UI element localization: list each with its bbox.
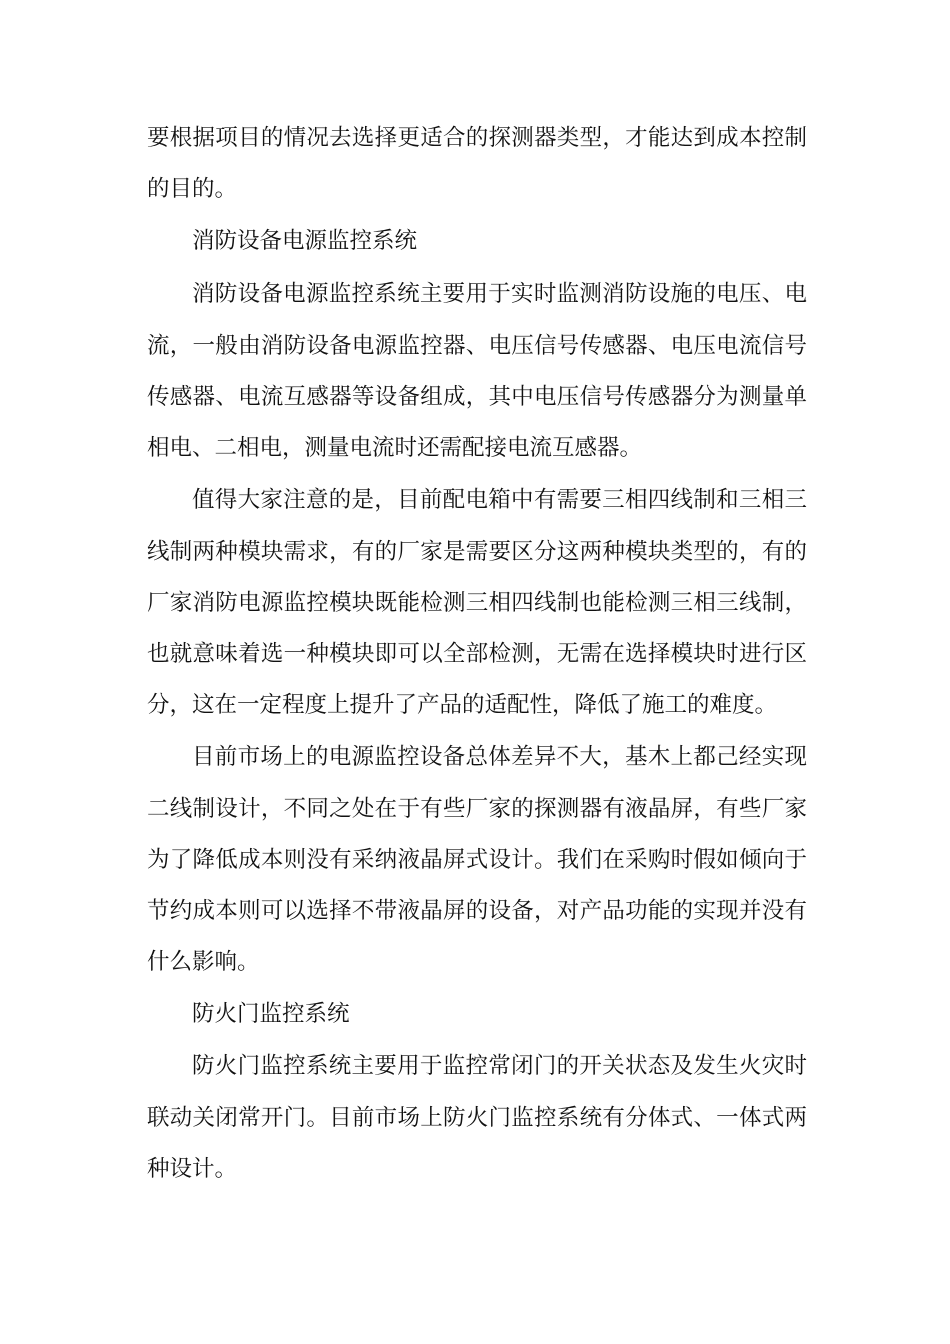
- paragraph-line: 线制两种模块需求，有的厂家是需要区分这两种模块类型的，有的: [147, 539, 807, 565]
- paragraph-line: 厂家消防电源监控模块既能检测三相四线制也能检测三相三线制，: [147, 590, 807, 616]
- paragraph-line: 种设计。: [147, 1156, 238, 1182]
- paragraph-line: 节约成本则可以选择不带液晶屏的设备，对产品功能的实现并没有: [147, 898, 807, 924]
- paragraph-line: 值得大家注意的是，目前配电箱中有需要三相四线制和三相三: [192, 487, 807, 513]
- paragraph-line: 相电、二相电，测量电流时还需配接电流互感器。: [147, 435, 643, 461]
- paragraph-line: 防火门监控系统主要用于监控常闭门的开关状态及发生火灾时: [192, 1053, 807, 1079]
- paragraph-line: 什么影响。: [147, 949, 260, 975]
- paragraph-line: 为了降低成本则没有采纳液晶屏式设计。我们在采购时假如倾向于: [147, 847, 807, 873]
- paragraph-line: 目前市场上的电源监控设备总体差异不大，基木上都己经实现: [192, 744, 807, 770]
- paragraph-line: 消防设备电源监控系统主要用于实时监测消防设施的电压、电: [192, 281, 807, 307]
- paragraph-line: 联动关闭常开门。目前市场上防火门监控系统有分体式、一体式两: [147, 1105, 807, 1131]
- paragraph-line: 要根据项目的情况去选择更适合的探测器类型，才能达到成本控制: [147, 125, 807, 151]
- paragraph-line: 二线制设计，不同之处在于有些厂家的探测器有液晶屏，有些厂家: [147, 796, 807, 822]
- paragraph-line: 传感器、电流互感器等设备组成，其中电压信号传感器分为测量单: [147, 384, 807, 410]
- section-heading: 防火门监控系统: [192, 1001, 350, 1027]
- section-heading: 消防设备电源监控系统: [192, 228, 418, 254]
- paragraph-line: 分，这在一定程度上提升了产品的适配性，降低了施工的难度。: [147, 692, 778, 718]
- paragraph-line: 的目的。: [147, 176, 238, 202]
- paragraph-line: 也就意味着选一种模块即可以全部检测，无需在选择模块时进行区: [147, 641, 807, 667]
- paragraph-line: 流，一般由消防设备电源监控器、电压信号传感器、电压电流信号: [147, 333, 807, 359]
